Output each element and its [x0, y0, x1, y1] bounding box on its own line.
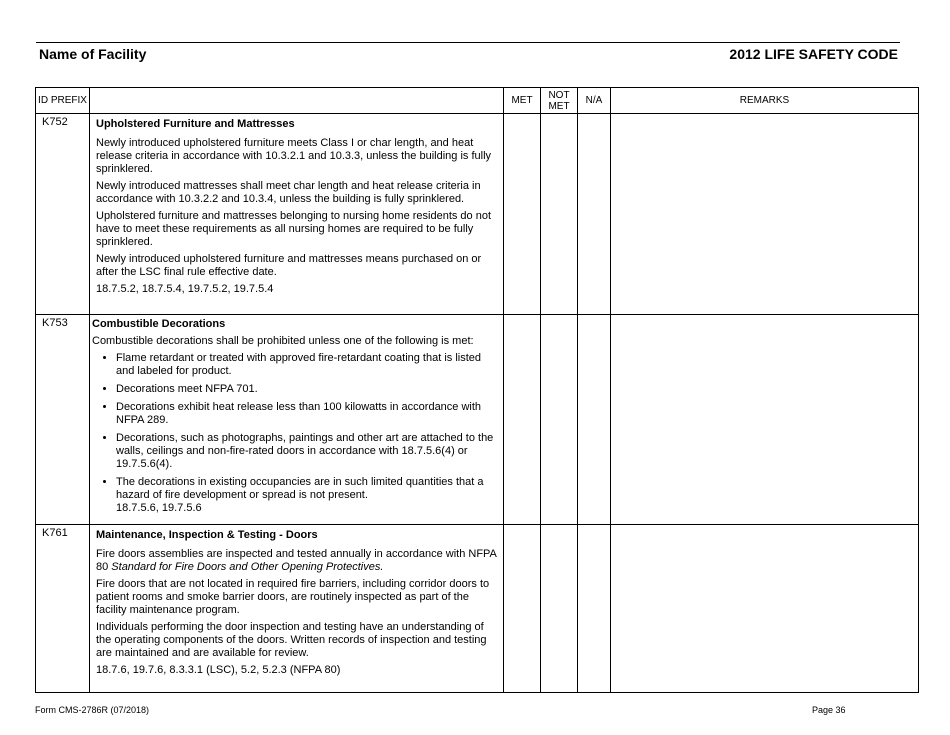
col-description: [90, 88, 504, 114]
col-met: MET: [504, 88, 541, 114]
na-cell[interactable]: [578, 315, 611, 525]
row-paragraph: Newly introduced mattresses shall meet char length and heat release criteria in accordance with 10.3.2.2 and 10.3.4, unless the building is fully sprinklered.: [96, 180, 481, 205]
row-references: 18.7.5.2, 18.7.5.4, 19.7.5.2, 19.7.5.4: [96, 283, 274, 295]
row-paragraph-text: Fire doors assemblies are inspected and tested annually in accordance with NFPA 80: [96, 548, 497, 573]
row-title: Upholstered Furniture and Mattresses: [96, 118, 295, 130]
survey-table: [35, 87, 919, 693]
remarks-cell[interactable]: [611, 114, 919, 315]
header-rule: [36, 42, 900, 43]
not-met-cell[interactable]: [541, 114, 578, 315]
list-item: • Flame retardant or treated with approved fire-retardant coating that is listed and labeled for product.: [116, 352, 501, 378]
list-item: [116, 476, 501, 502]
row-references: 18.7.5.6, 19.7.5.6: [116, 502, 202, 514]
met-cell[interactable]: [504, 315, 541, 525]
met-cell[interactable]: [504, 114, 541, 315]
na-cell[interactable]: [578, 525, 611, 693]
list-item: • Decorations, such as photographs, paintings and other art are attached to the walls, ceilings and non-fire-rated doors in accordance with 18.7.5.6(4) or 19.7.5.6(4).: [116, 432, 501, 471]
code-title: 2012 LIFE SAFETY CODE: [729, 46, 898, 62]
list-item-text: The decorations in existing occupancies are in such limited quantities that a hazard of fire development or spread is not present.: [116, 476, 484, 501]
met-cell[interactable]: [504, 525, 541, 693]
row-paragraph: Newly introduced upholstered furniture meets Class I or char length, and heat release criteria in accordance with 10.3.2.1 and 10.3.3, unless the building is fully sprinklered.: [96, 137, 492, 175]
page-number: Page 36: [812, 705, 846, 715]
row-paragraph: Newly introduced upholstered furniture and mattresses means purchased on or after the LSC final rule effective date.: [96, 253, 482, 278]
row-description: [90, 114, 504, 315]
table-row: [36, 525, 919, 693]
not-met-cell[interactable]: [541, 315, 578, 525]
not-met-cell[interactable]: [541, 525, 578, 693]
row-description: [90, 525, 504, 693]
na-cell[interactable]: [578, 114, 611, 315]
form-number: Form CMS-2786R (07/2018): [35, 705, 150, 715]
row-title: Combustible Decorations: [92, 318, 226, 330]
row-paragraph: Fire doors that are not located in required fire barriers, including corridor doors to patient rooms and smoke barrier doors, are routinely inspected as part of the facility maintenance program.: [96, 578, 490, 616]
col-na: N/A: [578, 88, 611, 114]
row-description: [90, 315, 504, 525]
criteria-list: [92, 352, 501, 502]
row-references: 18.7.6, 19.7.6, 8.3.3.1 (LSC), 5.2, 5.2.3 (NFPA 80): [96, 664, 341, 676]
list-item: • Decorations exhibit heat release less than 100 kilowatts in accordance with NFPA 289.: [116, 401, 501, 427]
row-id: K752: [36, 114, 90, 315]
row-intro: Combustible decorations shall be prohibited unless one of the following is met:: [92, 335, 474, 347]
standard-title: Standard for Fire Doors and Other Opening Protectives.: [111, 561, 384, 573]
col-id-prefix: ID PREFIX: [36, 88, 90, 114]
row-paragraph: [96, 548, 497, 574]
row-paragraph: Individuals performing the door inspection and testing have an understanding of the operating components of the doors. Written records of inspection and testing are maintained and are available for review.: [96, 621, 487, 659]
row-paragraph: Upholstered furniture and mattresses belonging to nursing home residents do not have to meet these requirements as all nursing homes are required to be fully sprinklered.: [96, 210, 492, 248]
remarks-cell[interactable]: [611, 315, 919, 525]
col-remarks: REMARKS: [611, 88, 919, 114]
col-not-met: NOT MET: [541, 88, 578, 114]
table-row: [36, 114, 919, 315]
table-row: [36, 315, 919, 525]
row-id: K761: [36, 525, 90, 693]
list-item: • Decorations meet NFPA 701.: [116, 383, 501, 396]
row-title: Maintenance, Inspection & Testing - Doors: [96, 529, 318, 541]
table-header-row: [36, 88, 919, 114]
remarks-cell[interactable]: [611, 525, 919, 693]
facility-name-label: Name of Facility: [39, 46, 147, 62]
row-id: K753: [36, 315, 90, 525]
